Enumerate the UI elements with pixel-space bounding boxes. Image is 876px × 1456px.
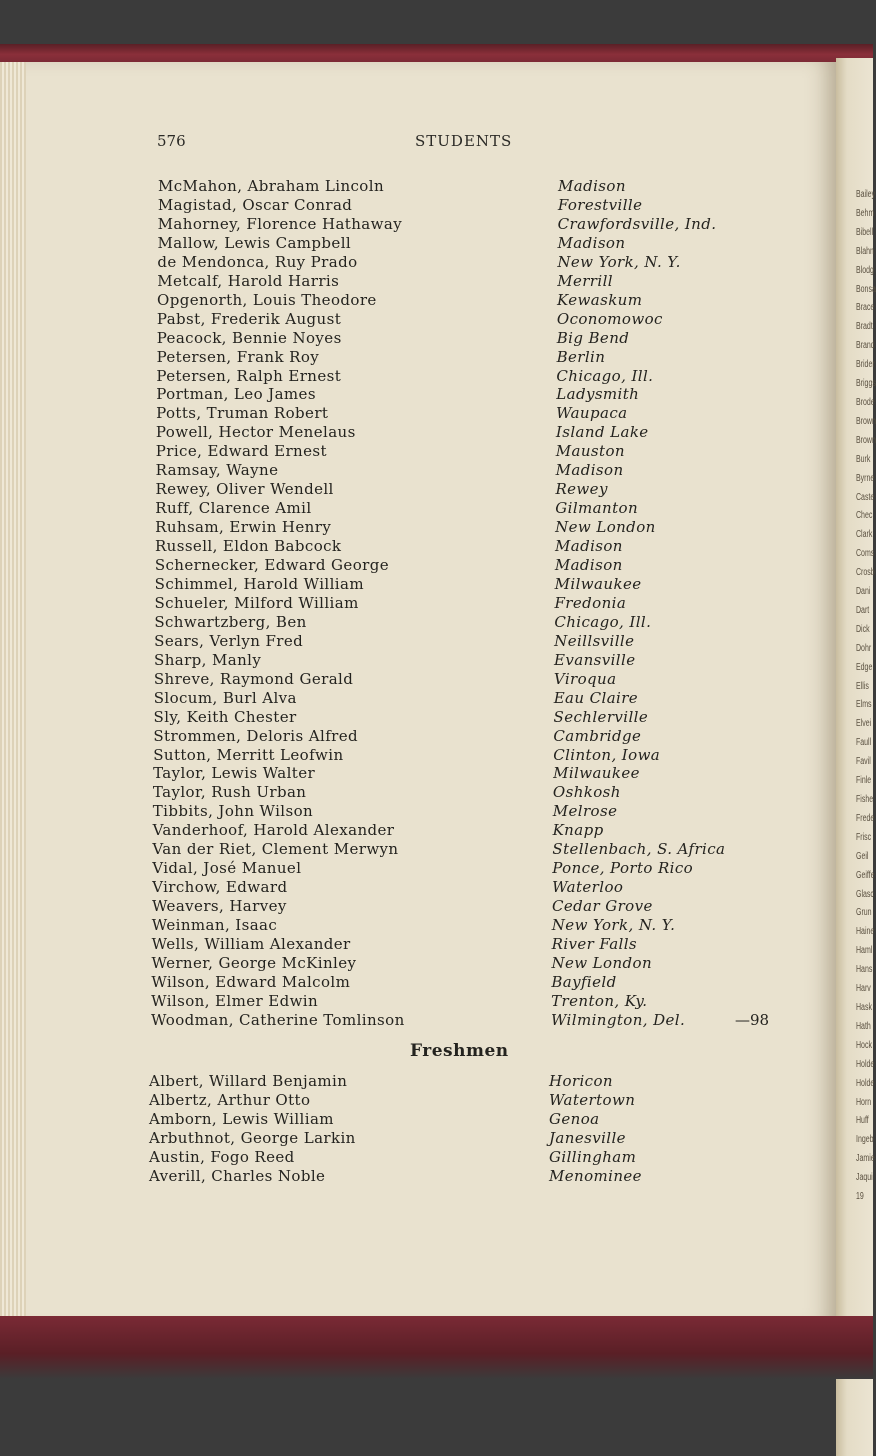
student-name: Slocum, Burl Alva <box>153 688 297 707</box>
facing-page-word: Brand <box>856 340 875 352</box>
facing-page-word: Hask <box>856 1001 872 1013</box>
list-item <box>152 878 792 897</box>
student-name: Taylor, Rush Urban <box>152 783 307 802</box>
facing-page-word: Bibell <box>856 226 874 238</box>
facing-page-word: 19 <box>856 1191 864 1203</box>
facing-page-word: Dohr <box>856 642 872 654</box>
list-item <box>157 329 797 348</box>
student-name: Albert, Willard Benjamin <box>149 1072 348 1090</box>
list-item <box>153 802 793 821</box>
facing-page-word: Dani <box>856 586 871 598</box>
facing-page-word: Clark <box>856 529 873 541</box>
list-item <box>155 556 795 575</box>
student-name: Vanderhoof, Harold Alexander <box>152 821 395 840</box>
list-item <box>156 461 796 480</box>
student-name: Weavers, Harvey <box>151 897 287 916</box>
student-hometown: Viroqua <box>553 669 617 688</box>
list-item <box>151 1011 791 1030</box>
list-item <box>153 764 793 783</box>
student-hometown: Kewaskum <box>557 290 643 309</box>
facing-page-word: Grun <box>856 907 872 919</box>
facing-page-word: Jamie <box>856 1153 875 1165</box>
list-item <box>157 291 797 310</box>
facing-page-word: Burk <box>856 453 871 465</box>
facing-page-word: Byrne <box>856 472 875 484</box>
list-item <box>157 348 797 367</box>
facing-page-word: Dart <box>856 604 870 616</box>
student-hometown: Madison <box>554 556 623 574</box>
list-item <box>156 367 796 386</box>
list-item <box>155 575 795 594</box>
student-hometown: Merrill <box>557 271 613 290</box>
student-name: Strommen, Deloris Alfred <box>153 726 358 745</box>
student-name: de Mendonca, Ruy Prado <box>157 252 358 271</box>
list-item <box>152 916 792 935</box>
student-name: Shreve, Raymond Gerald <box>153 669 354 688</box>
facing-page-word: Holde <box>856 1058 875 1070</box>
facing-page-word: Geiffe <box>856 869 875 881</box>
student-hometown: Knapp <box>552 821 604 840</box>
student-name: Peacock, Bennie Noyes <box>156 328 342 347</box>
page-number: 576 <box>157 132 186 150</box>
facing-page-word: Crosb <box>856 567 875 579</box>
student-hometown: Madison <box>554 537 623 556</box>
section-count: —98 <box>735 1010 770 1029</box>
student-hometown: Milwaukee <box>554 574 642 593</box>
facing-page-word: Elvei <box>856 718 872 730</box>
student-hometown: Eau Claire <box>553 688 639 707</box>
list-item <box>158 177 798 196</box>
student-name: Pabst, Frederik August <box>156 309 342 328</box>
facing-page-word: Elms <box>856 699 872 711</box>
student-hometown: Milwaukee <box>553 764 640 783</box>
facing-page-word: Briggs <box>856 378 876 390</box>
student-hometown: Trenton, Ky. <box>551 991 648 1010</box>
facing-page-word: Finle <box>856 775 872 787</box>
student-hometown: River Falls <box>551 935 638 953</box>
facing-page-word: Hath <box>856 1020 871 1032</box>
facing-page-word: Holde <box>856 1077 875 1089</box>
student-name: Werner, George McKinley <box>151 953 357 972</box>
facing-page-word: Bradt <box>856 321 873 333</box>
student-name: Petersen, Frank Roy <box>156 347 320 366</box>
facing-page-word: Harv <box>856 983 871 995</box>
list-item <box>158 234 798 253</box>
list-item <box>156 423 796 442</box>
student-name: Weinman, Isaac <box>151 916 278 935</box>
list-item <box>155 499 795 518</box>
student-name: Amborn, Lewis William <box>149 1109 334 1128</box>
student-hometown: New York, N. Y. <box>557 252 681 271</box>
book-cover-bottom-edge <box>0 1316 873 1379</box>
list-item <box>149 1129 789 1148</box>
student-hometown: Madison <box>555 461 624 480</box>
student-name: Van der Riet, Clement Merwyn <box>152 840 399 859</box>
student-name: Virchow, Edward <box>152 878 288 897</box>
student-hometown: Horicon <box>549 1072 613 1090</box>
facing-page-word: Ellis <box>856 680 869 692</box>
student-name: Ramsay, Wayne <box>155 461 279 480</box>
student-hometown: Waterloo <box>552 878 624 897</box>
facing-page-word: Coms <box>856 548 875 560</box>
facing-page-word: Brider <box>856 359 875 371</box>
student-name: Sears, Verlyn Fred <box>154 631 304 650</box>
student-name: Vidal, José Manuel <box>152 859 302 878</box>
student-hometown: New York, N. Y. <box>551 916 676 935</box>
facing-page-word: Brown <box>856 415 876 427</box>
student-name: Schwartzberg, Ben <box>154 612 307 631</box>
list-item <box>157 310 797 329</box>
student-name: Wells, William Alexander <box>151 935 351 953</box>
list-item <box>155 594 795 613</box>
student-hometown: Chicago, Ill. <box>556 366 654 385</box>
list-item <box>151 992 791 1011</box>
list-item <box>154 670 794 689</box>
list-item <box>153 821 793 840</box>
student-hometown: Janesville <box>549 1128 626 1147</box>
list-item <box>155 537 795 556</box>
student-name: Mallow, Lewis Campbell <box>157 233 352 252</box>
facing-page-word: Horn <box>856 1096 872 1108</box>
student-name: Arbuthnot, George Larkin <box>149 1128 356 1147</box>
list-item <box>154 651 794 670</box>
student-hometown: Clinton, Iowa <box>553 745 661 764</box>
facing-page-word: Frede <box>856 812 875 824</box>
facing-page-word: Frisc <box>856 831 872 843</box>
list-item <box>152 897 792 916</box>
student-name: Tibbits, John Wilson <box>152 802 314 821</box>
student-hometown: Forestville <box>557 195 643 214</box>
list-item <box>154 632 794 651</box>
student-name: Petersen, Ralph Ernest <box>156 366 342 385</box>
student-name: Price, Edward Ernest <box>155 442 327 461</box>
facing-page-word: Chec <box>856 510 873 522</box>
facing-page-word: Bailey <box>856 189 876 200</box>
facing-page-word: Blahn <box>856 245 874 257</box>
student-name: Opgenorth, Louis Theodore <box>157 290 377 309</box>
section-heading-freshmen: Freshmen <box>410 1041 509 1061</box>
facing-page-word: Behm <box>856 207 875 219</box>
facing-page-word: Jaqui <box>856 1172 873 1184</box>
student-hometown: Ladysmith <box>556 385 640 404</box>
student-name: Potts, Truman Robert <box>156 404 329 423</box>
list-item <box>156 442 796 461</box>
list-item <box>154 613 794 632</box>
student-name: Sly, Keith Chester <box>153 707 297 726</box>
running-head: STUDENTS <box>415 132 513 150</box>
student-name: Schimmel, Harold William <box>154 574 364 593</box>
facing-page-word: Haml <box>856 945 873 957</box>
student-hometown: Madison <box>557 233 626 252</box>
student-name: Taylor, Lewis Walter <box>153 764 316 783</box>
list-item <box>151 954 791 973</box>
student-name: Albertz, Arthur Otto <box>149 1090 311 1109</box>
student-name: Averill, Charles Noble <box>149 1166 326 1185</box>
student-name: Russell, Eldon Babcock <box>154 537 342 556</box>
student-hometown: Mauston <box>555 442 625 461</box>
student-hometown: Oshkosh <box>552 783 621 802</box>
list-item <box>154 689 794 708</box>
facing-page-word: Brode <box>856 396 875 408</box>
list-item <box>152 840 792 859</box>
facing-page-word: Huff <box>856 1115 869 1127</box>
student-name: McMahon, Abraham Lincoln <box>158 177 385 195</box>
student-hometown: Sechlerville <box>553 707 649 726</box>
list-item <box>149 1091 789 1110</box>
facing-page-word: Brace <box>856 302 875 314</box>
list-item <box>149 1148 789 1167</box>
facing-page-word: Geil <box>856 850 869 862</box>
student-name: Mahorney, Florence Hathaway <box>157 214 403 233</box>
student-hometown: Madison <box>558 177 626 195</box>
list-item <box>156 385 796 404</box>
student-name: Ruhsam, Erwin Henry <box>155 518 332 537</box>
student-hometown: Genoa <box>549 1109 600 1128</box>
student-name: Sutton, Merritt Leofwin <box>153 745 344 764</box>
student-hometown: Neillsville <box>554 631 635 650</box>
student-name: Wilson, Edward Malcolm <box>151 972 351 991</box>
facing-page-word: Favil <box>856 756 871 768</box>
student-name: Portman, Leo James <box>156 385 316 404</box>
student-name: Metcalf, Harold Harris <box>157 271 340 290</box>
student-hometown: Island Lake <box>555 423 649 442</box>
student-hometown: Oconomowoc <box>556 309 663 328</box>
facing-page-word: Hock <box>856 1039 872 1051</box>
student-hometown: New London <box>551 953 653 972</box>
list-item <box>149 1072 789 1091</box>
list-item <box>155 518 795 537</box>
list-item <box>154 708 794 727</box>
student-hometown: Big Bend <box>556 328 630 347</box>
list-item <box>156 404 796 423</box>
student-hometown: Evansville <box>554 650 636 669</box>
student-hometown: Waupaca <box>556 404 628 423</box>
list-item <box>152 935 792 954</box>
facing-page-word: Haine <box>856 926 875 938</box>
student-hometown: Bayfield <box>551 972 617 991</box>
student-name: Magistad, Oscar Conrad <box>157 195 353 214</box>
list-item <box>158 196 798 215</box>
student-hometown: Melrose <box>552 802 618 821</box>
student-hometown: Gillingham <box>549 1147 637 1166</box>
list-item <box>153 746 793 765</box>
student-hometown: Stellenbach, S. Africa <box>552 840 726 859</box>
list-item <box>157 253 797 272</box>
facing-page-word: Faull <box>856 737 872 749</box>
page-header <box>157 128 527 152</box>
facing-page-word: Bonsa <box>856 283 876 295</box>
list-item <box>158 215 798 234</box>
student-name: Austin, Fogo Reed <box>149 1147 295 1166</box>
list-item <box>153 783 793 802</box>
list-item <box>155 480 795 499</box>
facing-page-word: Dick <box>856 623 870 635</box>
student-hometown: Ponce, Porto Rico <box>552 859 694 878</box>
student-hometown: Berlin <box>556 347 606 366</box>
page-stack-edges <box>0 62 26 1324</box>
list-item <box>153 727 793 746</box>
list-item <box>157 272 797 291</box>
student-hometown: Rewey <box>555 480 608 499</box>
student-hometown: Cambridge <box>553 726 642 745</box>
list-item <box>151 973 791 992</box>
list-item <box>149 1110 789 1129</box>
facing-page-word: Edge <box>856 661 873 673</box>
student-name: Ruff, Clarence Amil <box>155 499 312 518</box>
list-item <box>149 1167 789 1186</box>
student-name: Sharp, Manly <box>154 650 262 669</box>
student-hometown: Crawfordsville, Ind. <box>557 214 717 233</box>
student-hometown: Fredonia <box>554 593 627 612</box>
student-name: Rewey, Oliver Wendell <box>155 480 334 499</box>
student-hometown: Gilmanton <box>555 499 639 518</box>
facing-page-word: Hans <box>856 964 873 976</box>
facing-page-word: Caste <box>856 491 875 503</box>
student-hometown: Wilmington, Del. <box>551 1010 686 1029</box>
student-name: Wilson, Elmer Edwin <box>151 991 319 1010</box>
student-hometown: Watertown <box>549 1090 636 1109</box>
facing-page-word: Glasc <box>856 888 874 900</box>
facing-page-word: Brown <box>856 434 876 446</box>
student-name: Schueler, Milford William <box>154 593 359 612</box>
student-hometown: Chicago, Ill. <box>554 612 652 631</box>
student-name: Schernecker, Edward George <box>154 556 389 574</box>
student-hometown: New London <box>555 518 656 537</box>
facing-page-word: Blodg <box>856 264 874 276</box>
student-name: Woodman, Catherine Tomlinson <box>151 1010 405 1029</box>
student-name: Powell, Hector Menelaus <box>155 423 356 442</box>
list-item <box>152 859 792 878</box>
student-hometown: Menominee <box>549 1166 642 1185</box>
facing-page-word: Fishe <box>856 794 874 805</box>
facing-page-margin <box>836 58 876 1456</box>
student-hometown: Cedar Grove <box>551 897 653 916</box>
facing-page-word: Ingeb <box>856 1134 874 1146</box>
